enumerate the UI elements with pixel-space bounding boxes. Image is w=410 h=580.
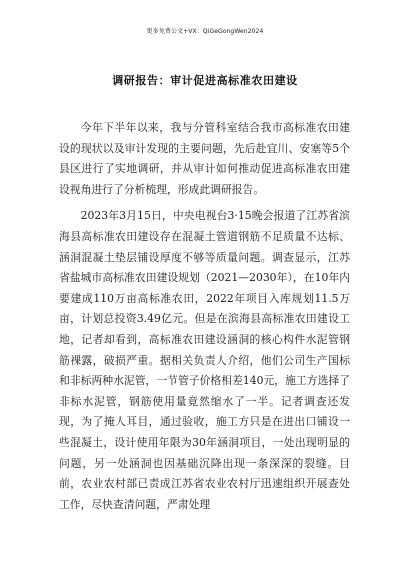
document-title: 调研报告：审计促进高标准农田建设 [112,74,298,87]
body-paragraph-2: 2023年3月15日，中央电视台3·15晚会报道了江苏省滨海县高标准农田建设存在混凝土管道钢筋不足质量不达标、涵洞混凝土垫层铺设厚度不够等质量问题。调查显示，江苏省盐城市高标准农田建设规划（2021—2030年），在10年内要建成110万亩高标准农田，2022年项目入库规划11.5万亩，计划总投资3.49亿元。但是在滨海县高标准农田建设工地，记者却看到，高标准农田建设涵洞的核心构件水泥管钢筋裸露，破损严重。据相关负责人介绍，他们公司生产国标和非标两种水泥管，一节管子价格相差140元，施工方选择了非标水泥管，钢筋使用量竟然缩水了一半。记者调查还发现，为了掩人耳目，通过验收，施工方只是在进出口铺设一些混凝土，设计使用年限为30年涵洞项目，一处出现明显的问题，另一处涵洞也因基础沉降出现一条深深的裂缝。目前，农业农村部已责成江苏省农业农村厅迅速组织开展查处工作，尽快查清问题，严肃处理 [59,209,350,511]
body-paragraph-1: 今年下半年以来，我与分管科室结合我市高标准农田建设的现状以及审计发现的主要问题，先后赴宜川、安塞等5个县区进行了实地调研，并从审计如何推动促进高标准农田建设视角进行了分析梳理，形成此调研报告。 [59,121,350,196]
document-body [59,118,350,521]
header-note: 更多免费公文+VX：QiGeGongWen2024 [146,28,264,35]
